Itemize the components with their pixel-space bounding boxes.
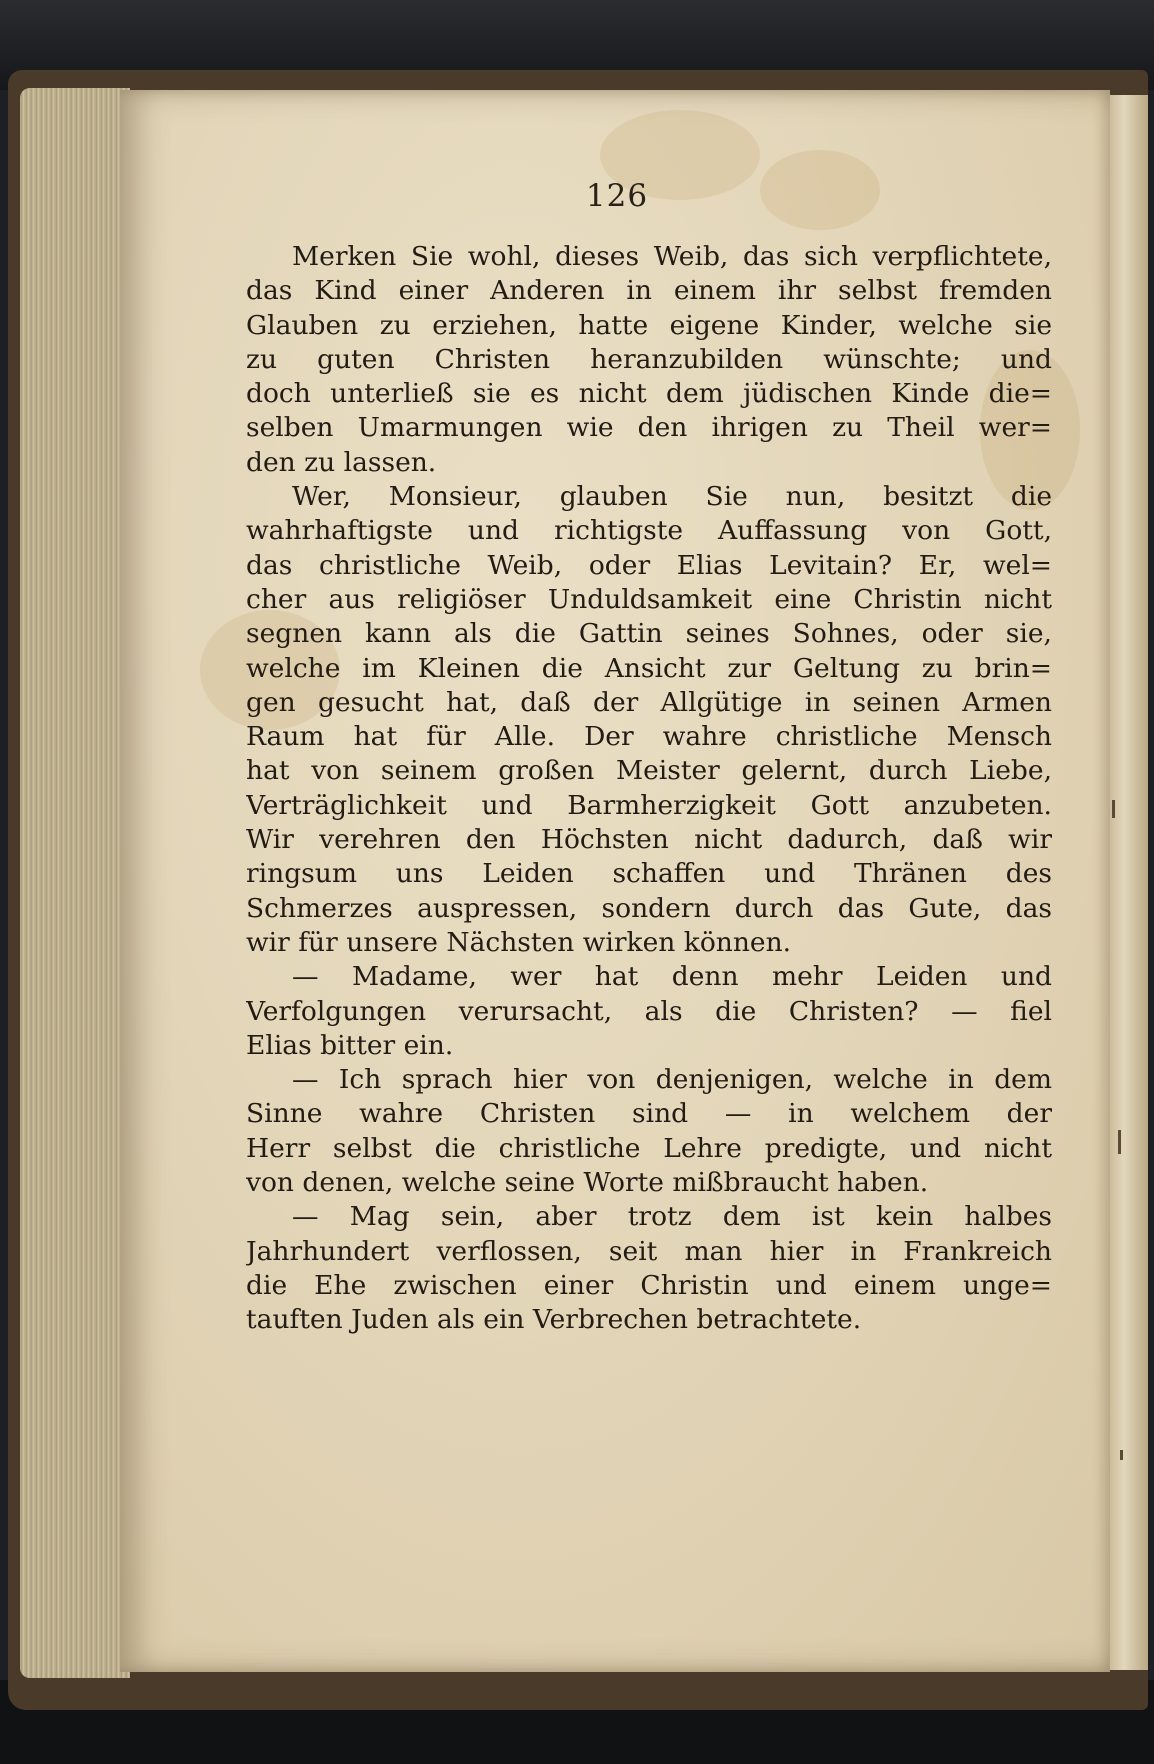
text-line: — Ich sprach hier von denjenigen, welche in dem (292, 1064, 1052, 1096)
text-line: Raum hat für Alle. Der wahre christliche Mensch (246, 721, 1052, 753)
text-line: Sinne wahre Christen sind — in welchem der (246, 1098, 1052, 1130)
text-line: gen gesucht hat, daß der Allgütige in seinen Armen (246, 686, 1052, 718)
text-line: Schmerzes auspressen, sondern durch das Gute, das (246, 892, 1052, 924)
text-line: Jahrhundert verflossen, seit man hier in Frankreich (246, 1235, 1052, 1267)
text-line: Verfolgungen verursacht, als die Christen? — fiel (246, 995, 1052, 1027)
text-line: das christliche Weib, oder Elias Levitain? Er, wel= (246, 549, 1052, 581)
text-line: cher aus religiöser Unduldsamkeit eine Christin nicht (246, 583, 1052, 615)
page-number: 126 (585, 178, 649, 214)
margin-mark (1112, 800, 1115, 818)
text-line: zu guten Christen heranzubilden wünschte; und (246, 343, 1052, 375)
margin-mark (1118, 1130, 1121, 1154)
text-line: Wer, Monsieur, glauben Sie nun, besitzt die (292, 481, 1052, 513)
text-line: Glauben zu erziehen, hatte eigene Kinder, welche sie (246, 309, 1052, 341)
text-line: Verträglichkeit und Barmherzigkeit Gott anzubeten. (246, 789, 1052, 821)
margin-mark (1120, 1450, 1123, 1460)
body-text (246, 240, 1052, 1338)
page-edges (20, 88, 130, 1678)
facing-page-edge (1108, 95, 1148, 1670)
text-line: ringsum uns Leiden schaffen und Thränen des (246, 858, 1052, 890)
text-line: von denen, welche seine Worte mißbraucht haben. (246, 1167, 929, 1199)
text-line: wir für unsere Nächsten wirken können. (246, 926, 792, 958)
text-line: die Ehe zwischen einer Christin und einem unge= (246, 1269, 1052, 1301)
text-line: doch unterließ sie es nicht dem jüdischen Kinde die= (246, 378, 1052, 410)
text-line: wahrhaftigste und richtigste Auffassung von Gott, (246, 515, 1052, 547)
text-line: Wir verehren den Höchsten nicht dadurch, daß wir (246, 824, 1052, 856)
text-line: tauften Juden als ein Verbrechen betrachtete. (246, 1304, 862, 1336)
text-line: welche im Kleinen die Ansicht zur Geltung zu brin= (246, 652, 1052, 684)
text-line: — Madame, wer hat denn mehr Leiden und (292, 961, 1052, 993)
text-line: das Kind einer Anderen in einem ihr selbst fremden (246, 275, 1052, 307)
text-line: hat von seinem großen Meister gelernt, durch Liebe, (246, 755, 1052, 787)
text-line: Merken Sie wohl, dieses Weib, das sich verpflichtete, (292, 241, 1052, 272)
text-line: — Mag sein, aber trotz dem ist kein halbes (292, 1201, 1052, 1233)
text-line: den zu lassen. (246, 446, 437, 478)
text-line: Herr selbst die christliche Lehre predigte, und nicht (246, 1132, 1052, 1164)
text-line: selben Umarmungen wie den ihrigen zu Theil wer= (246, 412, 1052, 444)
text-line: segnen kann als die Gattin seines Sohnes, oder sie, (246, 618, 1052, 650)
text-line: Elias bitter ein. (246, 1029, 454, 1061)
